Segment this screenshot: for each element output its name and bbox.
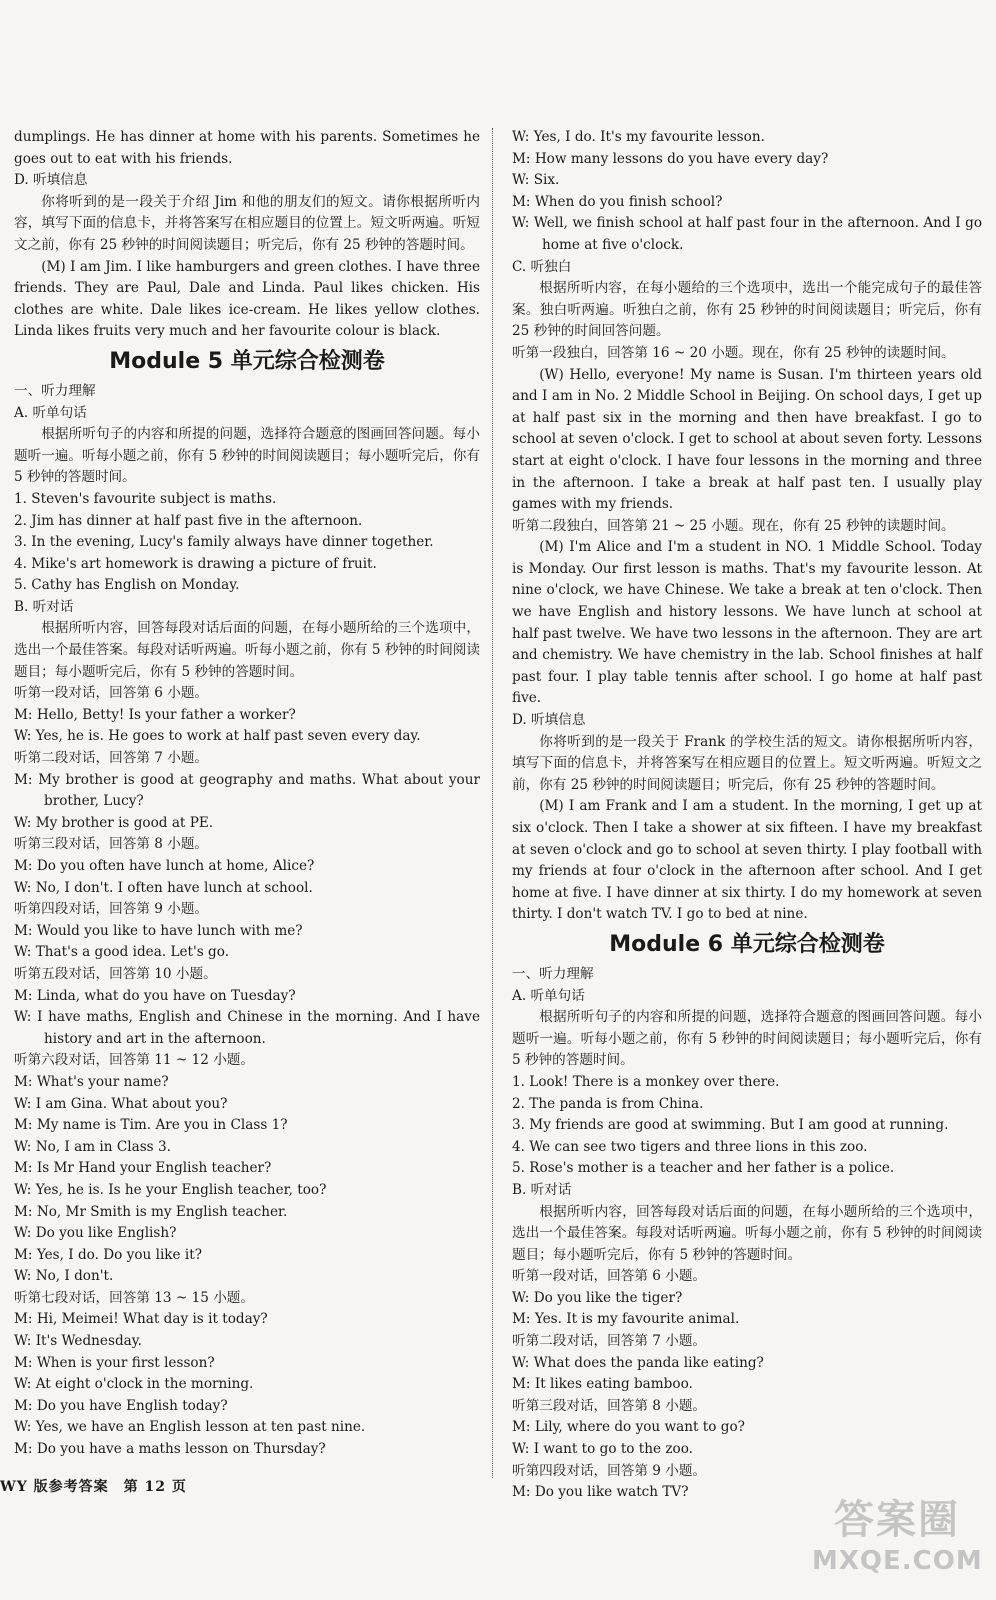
section-heading: A. 听单句话 bbox=[14, 404, 87, 421]
section-heading: B. 听对话 bbox=[14, 598, 74, 615]
dialogue-line: M: My brother is good at geography and maths. What about your brother, Lucy? bbox=[14, 771, 480, 810]
watermark-logo bbox=[812, 1494, 982, 1590]
dialogue-line: M: When do you finish school? bbox=[512, 193, 723, 210]
dialogue-line: W: Yes, he is. He goes to work at half past seven every day. bbox=[14, 728, 421, 745]
dialogue-line: W: Yes, we have an English lesson at ten past nine. bbox=[14, 1419, 366, 1436]
page-footer: WY 版参考答案 第 12 页 bbox=[0, 1479, 187, 1495]
dialogue-line: W: I want to go to the zoo. bbox=[512, 1441, 693, 1458]
dialogue-line: W: It's Wednesday. bbox=[14, 1333, 142, 1350]
dialogue-line: M: It likes eating bamboo. bbox=[512, 1376, 693, 1393]
dialogue-line: W: Six. bbox=[512, 172, 560, 189]
passage-paragraph: (M) I am Jim. I like hamburgers and green clothes. I have three friends. They are Paul, Dale and Linda. Paul likes chicken. His clothes are white. Dale likes ice-cream. He likes yellow clothes. Linda likes fruits very much and her favourite colour is black. bbox=[14, 258, 480, 340]
column-divider bbox=[492, 128, 493, 1478]
dialogue-line: M: When is your first lesson? bbox=[14, 1354, 215, 1371]
section-heading: B. 听对话 bbox=[512, 1181, 572, 1198]
dialogue-heading: 听第一段对话，回答第 6 小题。 bbox=[14, 685, 209, 702]
list-item: 1. Look! There is a monkey over there. bbox=[512, 1073, 780, 1090]
section-heading: C. 听独白 bbox=[512, 258, 572, 275]
instruction-paragraph: 你将听到的是一段关于介绍 Jim 和他的朋友们的短文。请你根据所听内容，填写下面的信息卡，并将答案写在相应题目的位置上。短文听两遍。听短文之前，你有 25 秒钟的时间阅读题目；听完后，你有 25 秒钟的答题时间。 bbox=[14, 193, 480, 253]
list-item: 2. The panda is from China. bbox=[512, 1095, 704, 1112]
passage-paragraph: (M) I am Frank and I am a student. In the morning, I get up at six o'clock. Then I take a shower at six fifteen. I have my breakfast at seven o'clock and go to school at seven thirty. I play football with my friends at four o'clock in the afternoon after school. And I get home at five. I have dinner at six thirty. I do my homework at seven thirty. I don't watch TV. I go to bed at nine. bbox=[512, 798, 982, 923]
dialogue-line: W: Do you like English? bbox=[14, 1225, 177, 1242]
dialogue-line: M: Lily, where do you want to go? bbox=[512, 1419, 745, 1436]
section-heading: D. 听填信息 bbox=[512, 712, 586, 729]
dialogue-line: W: That's a good idea. Let's go. bbox=[14, 944, 230, 961]
dialogue-line: W: Do you like the tiger? bbox=[512, 1289, 683, 1306]
dialogue-line: W: No, I don't. bbox=[14, 1268, 114, 1285]
left-column bbox=[14, 127, 480, 1461]
dialogue-heading: 听第二段对话，回答第 7 小题。 bbox=[14, 750, 209, 767]
dialogue-heading: 听第四段对话，回答第 9 小题。 bbox=[14, 901, 209, 918]
instruction-paragraph: 根据所听句子的内容和所提的问题，选择符合题意的图画回答问题。每小题听一遍。听每小题之前，你有 5 秒钟的时间阅读题目；每小题听完后，你有 5 秒钟的答题时间。 bbox=[14, 426, 480, 486]
dialogue-heading: 听第六段对话，回答第 11 ~ 12 小题。 bbox=[14, 1052, 254, 1069]
instruction-paragraph: 你将听到的是一段关于 Frank 的学校生活的短文。请你根据所听内容，填写下面的信息卡，并将答案写在相应题目的位置上。短文听两遍。听短文之前，你有 25 秒钟的时间阅读题目；听完后，你有 25 秒钟的答题时间。 bbox=[512, 733, 982, 793]
list-item: 4. Mike's art homework is drawing a picture of fruit. bbox=[14, 555, 377, 572]
dialogue-line: W: No, I am in Class 3. bbox=[14, 1138, 171, 1155]
instruction-paragraph: 根据所听内容，回答每段对话后面的问题，在每小题所给的三个选项中，选出一个最佳答案。每段对话听两遍。听每小题之前，你有 5 秒钟的时间阅读题目；每小题听完后，你有 5 秒钟的答题时间。 bbox=[14, 620, 480, 680]
text-line: dumplings. He has dinner at home with his parents. Sometimes he goes out to eat with his friends. bbox=[14, 129, 480, 167]
instruction-paragraph: 根据所听句子的内容和所提的问题，选择符合题意的图画回答问题。每小题听一遍。听每小题之前，你有 5 秒钟的时间阅读题目；每小题听完后，你有 5 秒钟的答题时间。 bbox=[512, 1009, 982, 1069]
dialogue-heading: 听第四段对话，回答第 9 小题。 bbox=[512, 1462, 707, 1479]
monologue-heading: 听第一段独白，回答第 16 ~ 20 小题。现在，你有 25 秒钟的读题时间。 bbox=[512, 344, 955, 361]
part-heading: 一、听力理解 bbox=[14, 382, 96, 399]
dialogue-heading: 听第二段对话，回答第 7 小题。 bbox=[512, 1333, 707, 1350]
list-item: 4. We can see two tigers and three lions in this zoo. bbox=[512, 1138, 868, 1155]
dialogue-line: M: Is Mr Hand your English teacher? bbox=[14, 1160, 272, 1177]
list-item: 2. Jim has dinner at half past five in the afternoon. bbox=[14, 512, 363, 529]
right-column bbox=[512, 127, 982, 1504]
dialogue-line: M: Do you often have lunch at home, Alice? bbox=[14, 858, 315, 874]
dialogue-line: M: Would you like to have lunch with me? bbox=[14, 922, 303, 939]
module-5-title: Module 5 单元综合检测卷 bbox=[109, 348, 385, 374]
passage-paragraph: (M) I'm Alice and I'm a student in NO. 1 Middle School. Today is Monday. Our first lesson is maths. That's my favourite lesson. At nine o'clock, we have Chinese. We take a break at ten o'clock. Then we have English and history lessons. We have lunch at school at half past twelve. We have two lessons in the afternoon. They are art and chemistry. We have chemistry in the lab. School finishes at half past four. I play table tennis after school. I go home at half past five. bbox=[512, 539, 982, 707]
dialogue-line: M: Linda, what do you have on Tuesday? bbox=[14, 987, 296, 1004]
dialogue-line: M: What's your name? bbox=[14, 1073, 169, 1090]
dialogue-line: M: Do you have a maths lesson on Thursday? bbox=[14, 1441, 326, 1458]
dialogue-line: M: How many lessons do you have every day? bbox=[512, 150, 829, 167]
dialogue-line: W: Yes, he is. Is he your English teacher, too? bbox=[14, 1181, 327, 1198]
dialogue-heading: 听第七段对话，回答第 13 ~ 15 小题。 bbox=[14, 1289, 254, 1306]
dialogue-line: M: My name is Tim. Are you in Class 1? bbox=[14, 1117, 288, 1134]
dialogue-heading: 听第三段对话，回答第 8 小题。 bbox=[512, 1397, 707, 1414]
dialogue-heading: 听第一段对话，回答第 6 小题。 bbox=[512, 1268, 707, 1285]
dialogue-line: W: No, I don't. I often have lunch at school. bbox=[14, 879, 313, 896]
section-heading: D. 听填信息 bbox=[14, 172, 88, 189]
watermark-url: MXQE.COM bbox=[812, 1546, 983, 1576]
dialogue-line: M: Do you have English today? bbox=[14, 1397, 228, 1414]
instruction-paragraph: 根据所听内容，回答每段对话后面的问题，在每小题所给的三个选项中，选出一个最佳答案。每段对话听两遍。听每小题之前，你有 5 秒钟的时间阅读题目；每小题听完后，你有 5 秒钟的答题时间。 bbox=[512, 1203, 982, 1263]
dialogue-line: M: No, Mr Smith is my English teacher. bbox=[14, 1203, 288, 1220]
module-6-title: Module 6 单元综合检测卷 bbox=[609, 931, 885, 957]
passage-paragraph: (W) Hello, everyone! My name is Susan. I'm thirteen years old and I am in No. 2 Middle School in Beijing. On school days, I get up at half past six in the morning and then have breakfast. I go to school at seven o'clock. I get to school at about seven forty. Lessons start at eight o'clock. I have four lessons in the morning and three in the afternoon. I take a break at half past ten. I usually play games with my friends. bbox=[512, 366, 982, 513]
part-heading: 一、听力理解 bbox=[512, 965, 594, 982]
dialogue-line: W: My brother is good at PE. bbox=[14, 814, 214, 831]
watermark-text: 答案圈 bbox=[834, 1497, 960, 1543]
dialogue-line: W: I have maths, English and Chinese in the morning. And I have history and art in the afternoon. bbox=[14, 1009, 480, 1047]
dialogue-line: M: Do you like watch TV? bbox=[512, 1484, 689, 1501]
dialogue-line: W: Well, we finish school at half past four in the afternoon. And I go home at five o'clock. bbox=[512, 215, 982, 253]
list-item: 5. Cathy has English on Monday. bbox=[14, 577, 240, 594]
list-item: 3. In the evening, Lucy's family always have dinner together. bbox=[14, 534, 434, 551]
dialogue-line: W: I am Gina. What about you? bbox=[14, 1095, 228, 1112]
section-heading: A. 听单句话 bbox=[512, 987, 585, 1004]
dialogue-heading: 听第五段对话，回答第 10 小题。 bbox=[14, 965, 217, 982]
list-item: 1. Steven's favourite subject is maths. bbox=[14, 490, 277, 507]
list-item: 5. Rose's mother is a teacher and her father is a police. bbox=[512, 1160, 895, 1177]
dialogue-heading: 听第三段对话，回答第 8 小题。 bbox=[14, 836, 209, 853]
monologue-heading: 听第二段独白，回答第 21 ~ 25 小题。现在，你有 25 秒钟的读题时间。 bbox=[512, 517, 955, 534]
dialogue-line: M: Hello, Betty! Is your father a worker? bbox=[14, 706, 296, 723]
list-item: 3. My friends are good at swimming. But I am good at running. bbox=[512, 1117, 949, 1134]
dialogue-line: W: What does the panda like eating? bbox=[512, 1354, 764, 1371]
dialogue-line: M: Yes, I do. Do you like it? bbox=[14, 1246, 202, 1263]
dialogue-line: M: Hi, Meimei! What day is it today? bbox=[14, 1311, 268, 1328]
dialogue-line: W: At eight o'clock in the morning. bbox=[14, 1376, 254, 1393]
dialogue-line: W: Yes, I do. It's my favourite lesson. bbox=[512, 129, 765, 145]
dialogue-line: M: Yes. It is my favourite animal. bbox=[512, 1311, 740, 1328]
instruction-paragraph: 根据所听内容，在每小题给的三个选项中，选出一个能完成句子的最佳答案。独白听两遍。听独白之前，你有 25 秒钟的时间阅读题目；听完后，你有 25 秒钟的时间回答问题。 bbox=[512, 280, 982, 340]
